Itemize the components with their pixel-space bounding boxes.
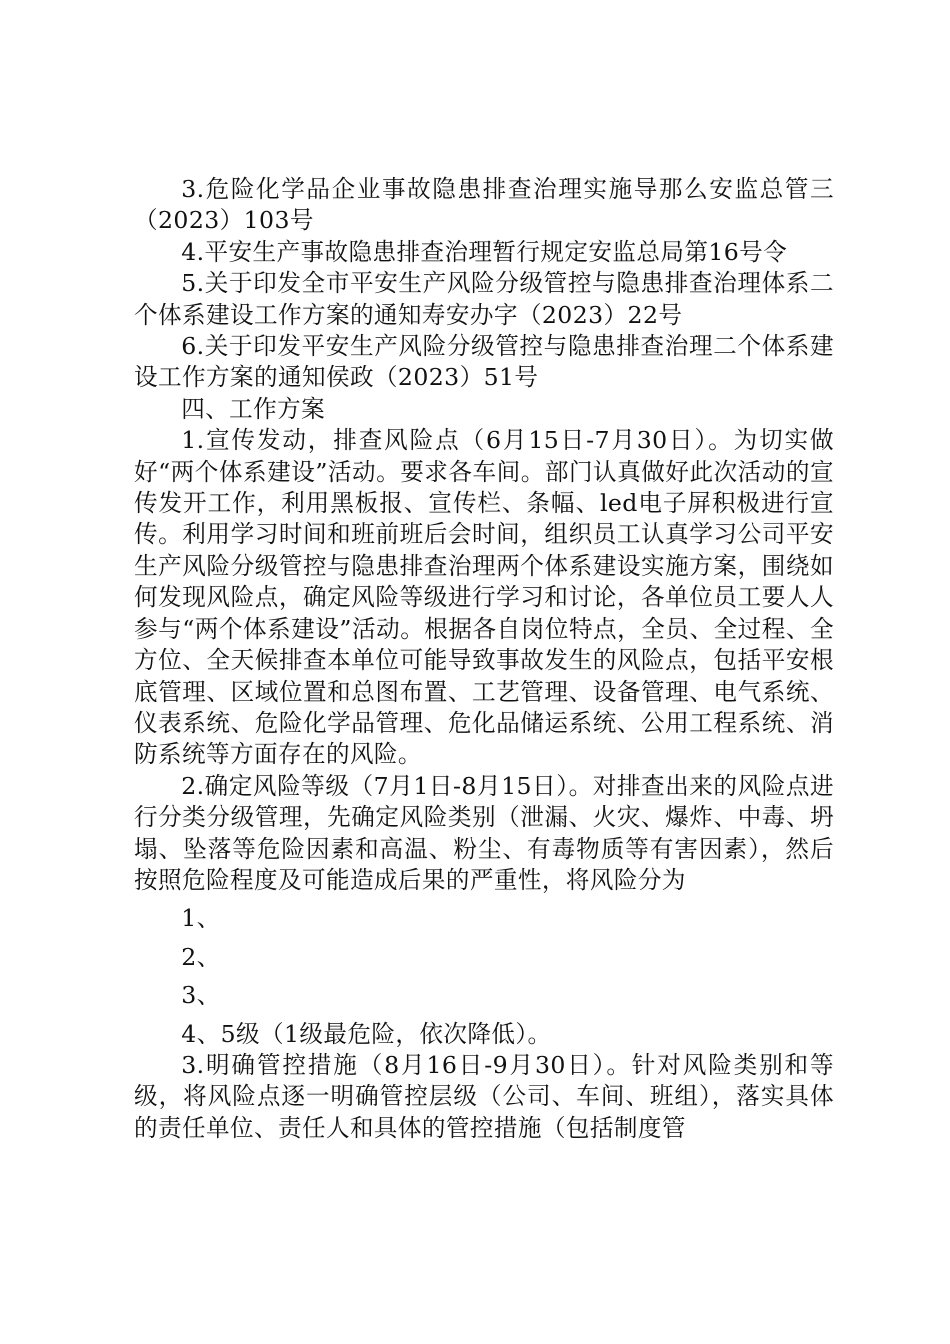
paragraph-step-3: 3.明确管控措施（8月16日-9月30日）。针对风险类别和等级，将风险点逐一明确管控层级（公司、车间、班组），落实具体的责任单位、责任人和具体的管控措施（包括制度管 [134,1050,834,1142]
list-item-2: 2、 [181,942,221,971]
paragraph-reference-4: 4.平安生产事故隐患排查治理暂行规定安监总局第16号令 [181,237,788,266]
list-item-3: 3、 [181,981,221,1010]
list-item-4: 4、5级（1级最危险，依次降低）。 [181,1019,552,1048]
paragraph-reference-6: 6.关于印发平安生产风险分级管控与隐患排查治理二个体系建设工作方案的通知侯政（2023）51号 [134,332,834,392]
paragraph-reference-3: 3.危险化学品企业事故隐患排查治理实施导那么安监总管三（2023）103号 [134,175,834,235]
list-item-1: 1、 [181,904,221,933]
paragraph-step-1: 1.宣传发动，排查风险点（6月15日-7月30日）。为切实做好“两个体系建设”活动。要求各车间。部门认真做好此次活动的宣传发开工作，利用黑板报、宣传栏、条幅、led电子屏积极进行宣传。利用学习时间和班前班后会时间，组织员工认真学习公司平安生产风险分级管控与隐患排查治理两个体系建设实施方案，围绕如何发现风险点，确定风险等级进行学习和讨论，各单位员工要人人参与“两个体系建设”活动。根据各自岗位特点，全员、全过程、全方位、全天候排查本单位可能导致事故发生的风险点，包括平安根底管理、区域位置和总图布置、工艺管理、设备管理、电气系统、仪表系统、危险化学品管理、危化品储运系统、公用工程系统、消防系统等方面存在的风险。 [134,426,834,769]
document-body [134,174,834,1144]
paragraph-step-2: 2.确定风险等级（7月1日-8月15日）。对排查出来的风险点进行分类分级管理，先确定风险类别（泄漏、火灾、爆炸、中毒、坍塌、坠落等危险因素和高温、粉尘、有毒物质等有害因素），然后按照危险程度及可能造成后果的严重性，将风险分为 [134,771,834,894]
section-heading-work-plan: 四、工作方案 [181,394,326,423]
paragraph-reference-5: 5.关于印发全市平安生产风险分级管控与隐患排查治理体系二个体系建设工作方案的通知寿安办字（2023）22号 [134,269,834,329]
